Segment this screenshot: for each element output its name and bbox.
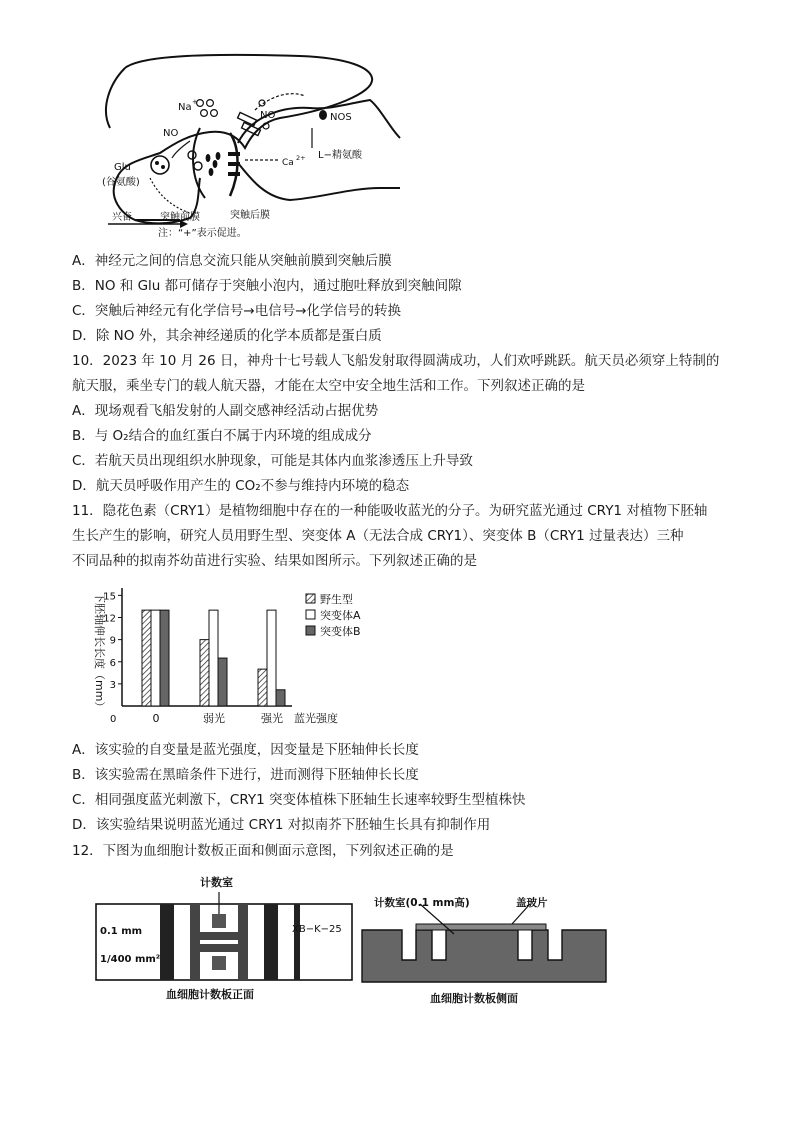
label-nos: NOS <box>330 112 352 123</box>
chart-x-tick-label: 强光 <box>261 712 283 725</box>
label-note: 注：“+”表示促进。 <box>158 228 247 239</box>
side-chamber-label: 计数室(0.1 mm高) <box>374 897 470 909</box>
chart-legend-label: 野生型 <box>320 593 353 606</box>
chart-bar <box>258 669 267 706</box>
q11-option-a: A．该实验的自变量是蓝光强度，因变量是下胚轴伸长长度 <box>72 742 419 758</box>
label-ca: Ca <box>282 158 294 168</box>
q10-stem-line2: 航天服，乘坐专门的载人航天器，才能在太空中安全地生活和工作。下列叙述正确的是 <box>72 378 585 394</box>
q10-option-c: C．若航天员出现组织水肿现象，可能是其体内血浆渗透压上升导致 <box>72 453 473 469</box>
synapse-diagram <box>80 48 420 248</box>
q10-option-d: D．航天员呼吸作用产生的 CO₂不参与维持内环境的稳态 <box>72 478 410 494</box>
chart-bar <box>151 610 160 706</box>
q9-option-d: D．除 NO 外，其余神经递质的化学本质都是蛋白质 <box>72 328 382 344</box>
hypocotyl-bar-chart <box>84 580 374 730</box>
chart-x-tick-label: 弱光 <box>203 712 225 725</box>
hemocytometer-front-diagram <box>94 870 356 1010</box>
q10-option-a: A．现场观看飞船发射的人副交感神经活动占据优势 <box>72 403 379 419</box>
chart-bar <box>218 658 227 706</box>
chart-legend-swatch <box>306 610 315 619</box>
chart-y-tick-label: 12 <box>103 613 116 625</box>
chart-legend-swatch <box>306 626 315 635</box>
chart-y-axis-label: 下胚轴伸长长度（mm） <box>93 592 106 713</box>
front-caption: 血细胞计数板正面 <box>166 988 254 1001</box>
q11-option-b: B．该实验需在黑暗条件下进行，进而测得下胚轴伸长长度 <box>72 767 419 783</box>
label-ca-sup: 2+ <box>296 154 306 162</box>
chart-legend-swatch <box>306 594 315 603</box>
q9-option-a: A．神经元之间的信息交流只能从突触前膜到突触后膜 <box>72 253 392 269</box>
chart-bar <box>209 610 218 706</box>
chart-bar <box>200 640 209 706</box>
q12-stem: 12．下图为血细胞计数板正面和侧面示意图，下列叙述正确的是 <box>72 843 454 859</box>
chart-origin-label: 0 <box>110 714 117 725</box>
label-no-top: NO <box>260 110 276 121</box>
label-na-sup: + <box>192 98 198 106</box>
q11-stem-line1: 11．隐花色素（CRY1）是植物细胞中存在的一种能吸收蓝光的分子。为研究蓝光通过 CRY1 对植物下胚轴 <box>72 503 708 519</box>
front-chamber-label: 计数室 <box>200 876 233 889</box>
q9-option-b: B．NO 和 Glu 都可储存于突触小泡内，通过胞吐释放到突触间隙 <box>72 278 462 294</box>
chart-x-tick-label: 0 <box>152 712 160 725</box>
q11-stem-line2: 生长产生的影响，研究人员用野生型、突变体 A（无法合成 CRY1）、突变体 B（CRY1 过量表达）三种 <box>72 528 684 544</box>
chart-y-tick-label: 3 <box>109 679 116 691</box>
q11-option-d: D．该实验结果说明蓝光通过 CRY1 对拟南芥下胚轴生长具有抑制作用 <box>72 817 491 833</box>
chart-bar <box>267 610 276 706</box>
side-caption: 血细胞计数板侧面 <box>430 992 518 1005</box>
label-arginine: L−精氨酸 <box>318 150 362 161</box>
chart-y-tick-label: 9 <box>109 635 116 647</box>
q11-option-c: C．相同强度蓝光刺激下，CRY1 突变体植株下胚轴生长速率较野生型植株快 <box>72 792 526 808</box>
label-glu-sub: (谷氨酸) <box>102 177 140 188</box>
front-area-label: 1/400 mm² <box>100 954 161 965</box>
front-model-label: XB−K−25 <box>292 924 342 935</box>
front-depth-label: 0.1 mm <box>100 926 143 937</box>
label-pre-membrane: 突触前膜 <box>160 212 200 223</box>
q9-option-c: C．突触后神经元有化学信号→电信号→化学信号的转换 <box>72 303 402 319</box>
chart-bar <box>142 610 151 706</box>
label-glu: Glu <box>114 162 131 173</box>
chart-bar <box>160 610 169 706</box>
chart-y-tick-label: 6 <box>109 657 116 669</box>
q10-stem-line1: 10．2023 年 10 月 26 日，神舟十七号载人飞船发射取得圆满成功，人们欢呼跳跃。航天员必须穿上特制的 <box>72 353 720 369</box>
hemocytometer-side-diagram <box>360 890 610 1010</box>
label-excite: 兴奋 <box>112 212 132 223</box>
label-no-left: NO <box>163 128 179 139</box>
chart-legend-label: 突变体B <box>320 625 361 638</box>
q11-stem-line3: 不同品种的拟南芥幼苗进行实验、结果如图所示。下列叙述正确的是 <box>72 553 477 569</box>
q10-option-b: B．与 O₂结合的血红蛋白不属于内环境的组成成分 <box>72 428 372 444</box>
side-cover-label: 盖玻片 <box>516 897 548 909</box>
chart-legend-label: 突变体A <box>320 609 361 622</box>
chart-y-tick-label: 15 <box>103 591 116 603</box>
chart-x-axis-label: 蓝光强度 <box>294 712 338 725</box>
chart-bar <box>276 690 285 706</box>
label-post-membrane: 突触后膜 <box>230 210 270 221</box>
label-na: Na <box>178 102 192 113</box>
